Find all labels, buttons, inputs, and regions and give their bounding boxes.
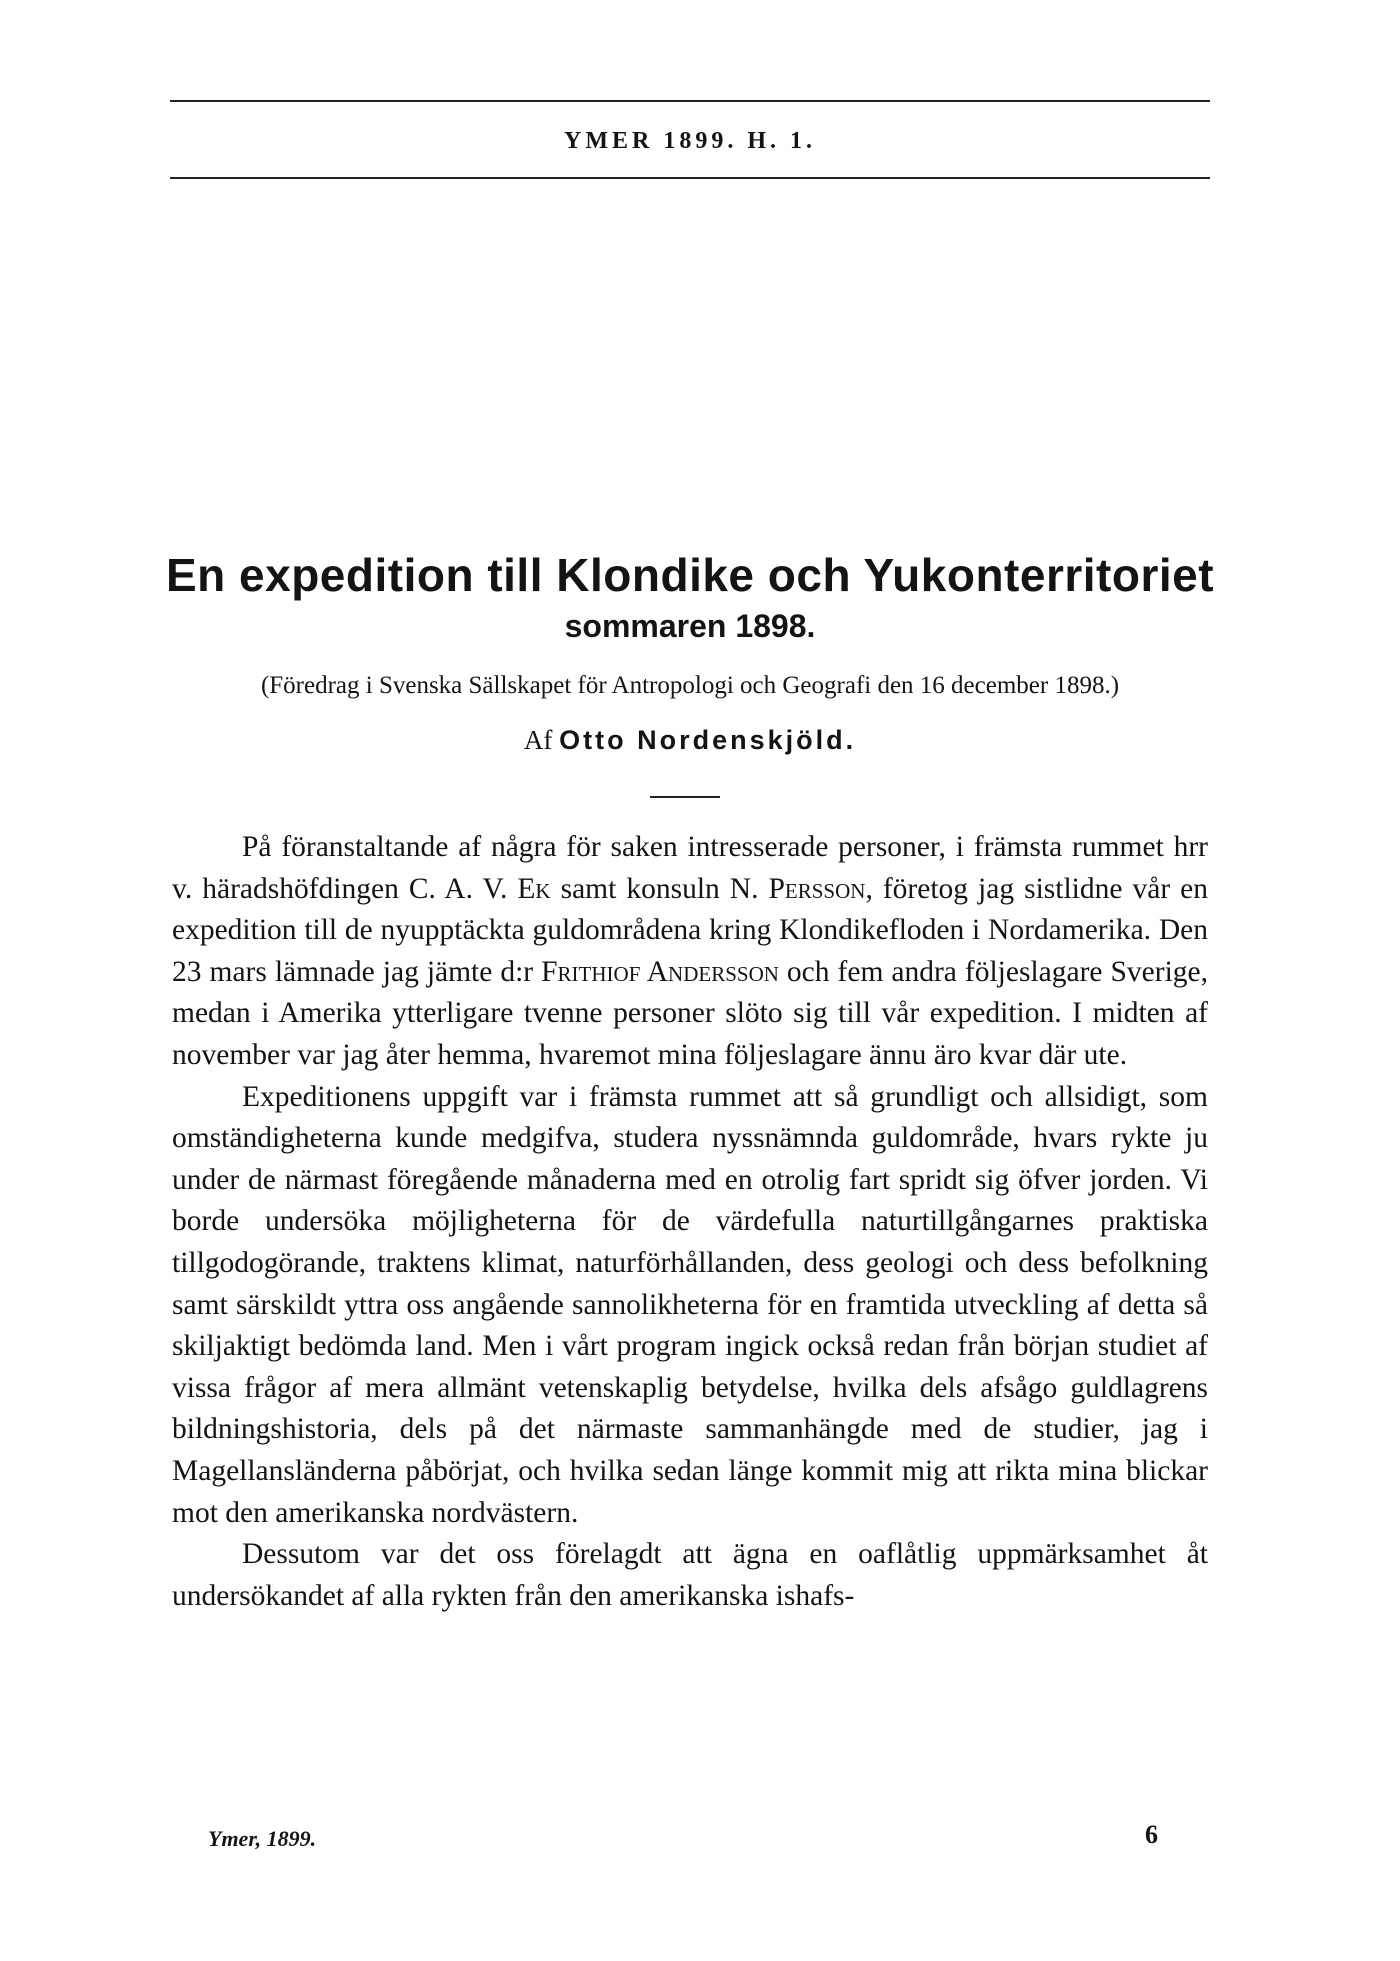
header-rule-bottom: [170, 177, 1210, 179]
person-name-andersson: Frithiof Andersson: [541, 955, 779, 988]
byline: [170, 725, 1210, 756]
article-body: [172, 827, 1208, 1617]
section-divider: [650, 796, 720, 798]
paragraph-3: Dessutom var det oss förelagdt att ägna en oaflåtlig uppmärksamhet åt undersökandet af alla rykten från den amerikanska ishafs-: [172, 1538, 1208, 1612]
author-name: Otto Nordenskjöld.: [559, 725, 857, 755]
paragraph-1-text-c: , företog jag sistlidne vår en expedition till de nyupptäckta guldområdena kring Klondikefloden i Nordamerika. Den 23 mars lämnade jag jämte d:r: [172, 872, 1209, 988]
article-title: En expedition till Klondike och Yukonterritoriet: [165, 549, 1215, 601]
running-head: YMER 1899. H. 1.: [564, 128, 816, 154]
footer-journal-signature: Ymer, 1899.: [208, 1826, 317, 1851]
paragraph-1-text-a: På föranstaltande af några för saken intresserade personer, i främsta rummet hrr v. häradshöfdingen C. A. V.: [172, 831, 1208, 905]
byline-prefix: Af: [523, 725, 553, 755]
footer-page-number: 6: [1145, 1820, 1158, 1849]
lecture-note: (Föredrag i Svenska Sällskapet för Antropologi och Geografi den 16 december 1898.): [260, 672, 1120, 699]
header-rule-top: [170, 100, 1210, 102]
person-name-ek: Ek: [517, 872, 551, 905]
paragraph-1: [172, 827, 1208, 1077]
person-name-persson: Persson: [768, 872, 866, 905]
paragraph-1-text-d: och fem andra följeslagare Sverige, medan i Amerika ytterligare tvenne personer slöto sig till vår expedition. I midten af november var jag åter hemma, hvaremot mina följeslagare ännu äro kvar där ute.: [172, 955, 1208, 1071]
article-subtitle: sommaren 1898.: [564, 608, 816, 644]
paragraph-1-text-b: samt konsuln N.: [550, 872, 769, 905]
paragraph-2: Expeditionens uppgift var i främsta rummet att så grundligt och allsidigt, som omständigheterna kunde medgifva, studera nyssnämnda guldområde, hvars rykte ju under de närmast föregående månaderna med en otrolig fart spridt sig öfver jorden. Vi borde undersöka möjligheterna för de värdefulla naturtillgångarnes praktiska tillgodogörande, traktens klimat, naturförhållanden, dess geologi och dess befolkning samt särskildt yttra oss angående sannolikheterna för en framtida utveckling af detta så skiljaktigt bedömda land. Men i vårt program ingick också redan från början studiet af vissa frågor af mera allmänt vetenskaplig betydelse, hvilka dels afsågo guldlagrens bildningshistoria, dels på det närmaste sammanhängde med de studier, jag i Magellansländerna påbörjat, och hvilka sedan länge kommit mig att rikta mina blickar mot den amerikanska nordvästern.: [172, 1080, 1208, 1529]
